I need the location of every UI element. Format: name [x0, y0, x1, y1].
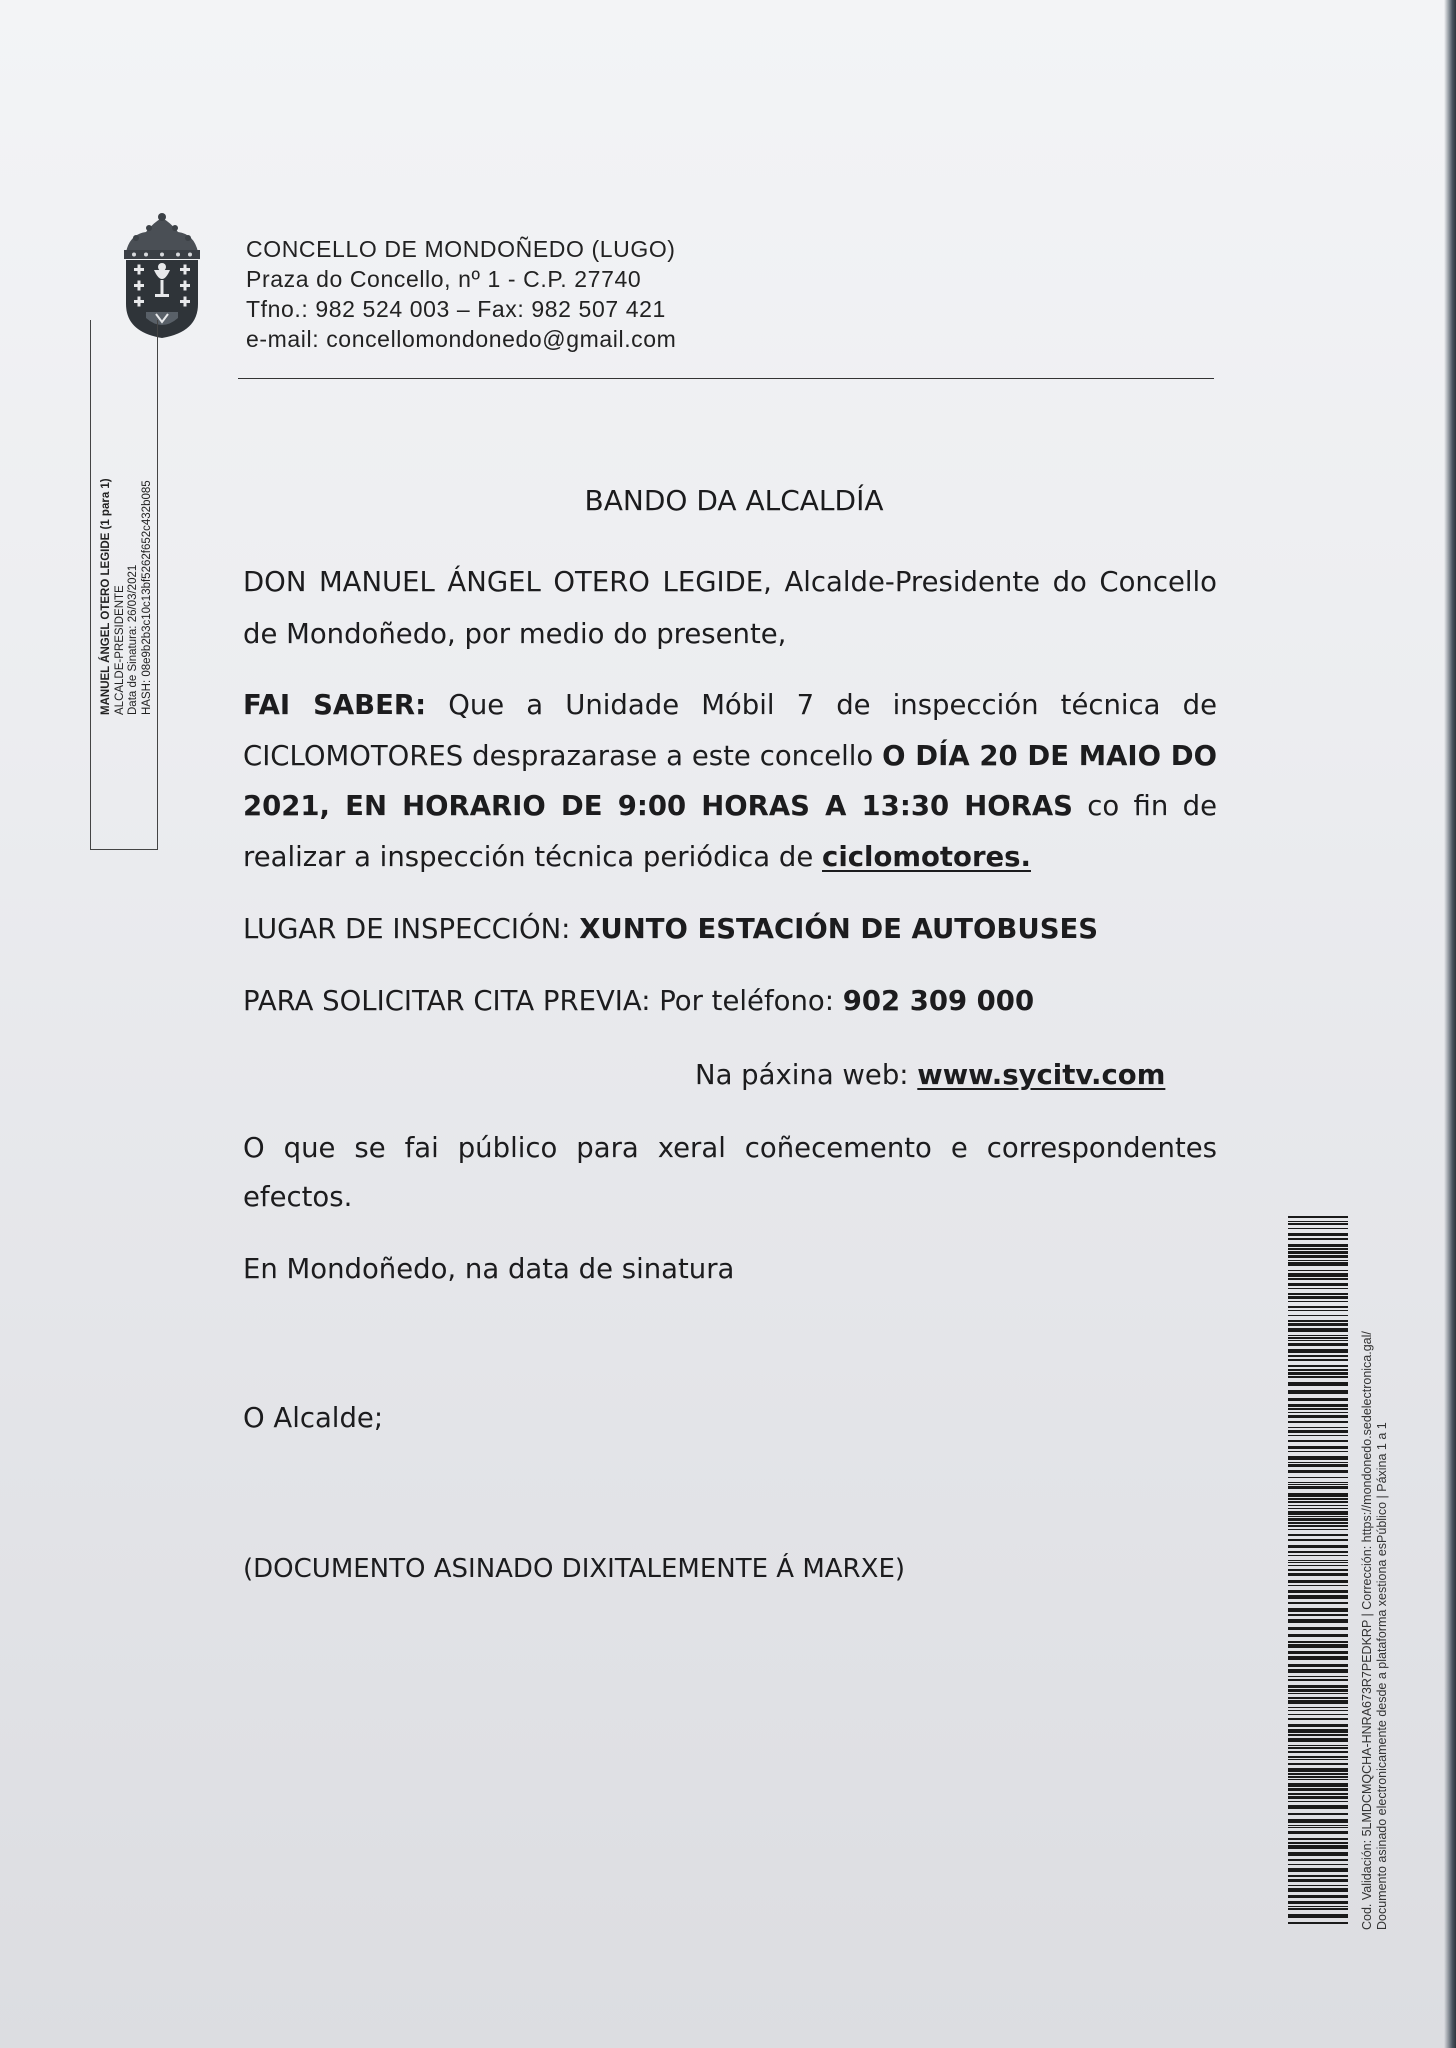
announcement-text-1: Que a Unidade Móbil 7 de inspección técnica de CICLOMOTORES desprazarase a este concello	[243, 689, 1218, 772]
barcode-bar	[1288, 1693, 1348, 1694]
page-edge-shadow	[1444, 0, 1456, 2048]
barcode-bar	[1288, 1511, 1348, 1515]
barcode-bar	[1288, 1595, 1348, 1599]
barcode-bar	[1288, 1714, 1348, 1715]
appointment-phone	[243, 976, 1217, 1026]
announcement-text-2: co fin de realizar a inspección técnica periódica de	[243, 790, 1217, 873]
announcement-date-time: O DÍA 20 DE MAIO DO 2021, EN HORARIO DE 9:00 HORAS A 13:30 HORAS	[243, 739, 1217, 822]
validation-barcode	[1288, 1216, 1348, 1928]
barcode-bar	[1288, 1783, 1348, 1787]
barcode-bar	[1288, 1451, 1348, 1452]
barcode-bar	[1288, 1310, 1348, 1311]
barcode-bar	[1288, 1518, 1348, 1521]
barcode-bar	[1288, 1278, 1348, 1280]
barcode-bar	[1288, 1718, 1348, 1720]
barcode-bar	[1288, 1315, 1348, 1316]
stamp-date: Data de Sinatura: 26/03/2021	[127, 564, 139, 715]
barcode-bar	[1288, 1852, 1348, 1856]
barcode-bar	[1288, 1729, 1348, 1733]
barcode-bar	[1288, 1813, 1348, 1815]
barcode-bar	[1288, 1430, 1348, 1433]
barcode-bar	[1288, 1233, 1348, 1236]
barcode-bar	[1288, 1482, 1348, 1483]
intro-paragraph: DON MANUEL ÁNGEL OTERO LEGIDE, Alcalde-Presidente do Concello de Mondoñedo, por medio do presente,	[243, 566, 1217, 650]
barcode-bar	[1288, 1404, 1348, 1407]
platform-note: Documento asinado electronicamente desde a plataforma xestiona esPúblico | Páxina 1 a 1	[1375, 1422, 1389, 1930]
barcode-bar	[1288, 1477, 1348, 1478]
barcode-bar	[1288, 1440, 1348, 1442]
barcode-bar	[1288, 1875, 1348, 1877]
barcode-bar	[1288, 1508, 1348, 1509]
barcode-bar	[1288, 1619, 1348, 1623]
barcode-bar	[1288, 1505, 1348, 1506]
stamp-signer: MANUEL ÁNGEL OTERO LEGIDE (1 para 1)	[100, 478, 112, 715]
barcode-bar	[1288, 1669, 1348, 1673]
barcode-bar	[1288, 1819, 1348, 1823]
closing-paragraph: O que se fai público para xeral coñecemento e correspondentes efectos.	[243, 1132, 1217, 1213]
barcode-bar	[1288, 1914, 1348, 1918]
barcode-bar	[1288, 1223, 1348, 1225]
barcode-bar	[1288, 1885, 1348, 1886]
barcode-bar	[1288, 1689, 1348, 1692]
barcode-bar	[1288, 1710, 1348, 1711]
web-label: Na páxina web:	[695, 1059, 918, 1091]
barcode-bar	[1288, 1369, 1348, 1371]
barcode-bar	[1288, 1796, 1348, 1799]
barcode-bar	[1288, 1868, 1348, 1872]
appointment-phone-number: 902 309 000	[842, 985, 1035, 1017]
barcode-bar	[1288, 1398, 1348, 1401]
barcode-bar	[1288, 1922, 1348, 1924]
header-email: e-mail: concellomondonedo@gmail.com	[246, 326, 677, 352]
barcode-bar	[1288, 1565, 1348, 1566]
barcode-bar	[1288, 1906, 1348, 1907]
barcode-bar	[1288, 1539, 1348, 1541]
barcode-bar	[1288, 1306, 1348, 1308]
web-link[interactable]: www.sycitv.com	[917, 1059, 1166, 1091]
barcode-bar	[1288, 1382, 1348, 1386]
barcode-bar	[1288, 1427, 1348, 1428]
barcode-bar	[1288, 1486, 1348, 1489]
header-divider	[238, 378, 1214, 379]
barcode-bar	[1288, 1724, 1348, 1727]
institution-header	[246, 234, 676, 354]
barcode-bar	[1288, 1340, 1348, 1341]
barcode-bar	[1288, 1901, 1348, 1904]
barcode-bar	[1288, 1634, 1348, 1637]
signer-label: O Alcalde;	[243, 1402, 384, 1434]
barcode-bar	[1288, 1359, 1348, 1361]
appointment-label: PARA SOLICITAR CITA PREVIA: Por teléfono:	[243, 985, 843, 1017]
validation-footer	[1360, 1331, 1390, 1930]
barcode-bar	[1288, 1908, 1348, 1910]
barcode-bar	[1288, 1651, 1348, 1654]
barcode-bar	[1288, 1244, 1348, 1247]
barcode-bar	[1288, 1446, 1348, 1449]
barcode-bar	[1288, 1644, 1348, 1648]
barcode-bar	[1288, 1779, 1348, 1780]
barcode-bar	[1288, 1555, 1348, 1556]
barcode-bar	[1288, 1685, 1348, 1688]
barcode-bar	[1288, 1270, 1348, 1271]
announcement-paragraph	[243, 680, 1217, 882]
barcode-bar	[1288, 1283, 1348, 1286]
barcode-bar	[1288, 1372, 1348, 1375]
barcode-bar	[1288, 1805, 1348, 1809]
barcode-bar	[1288, 1349, 1348, 1353]
barcode-bar	[1288, 1288, 1348, 1289]
barcode-bar	[1288, 1569, 1348, 1571]
inspection-location	[243, 904, 1217, 954]
document-title: BANDO DA ALCALDÍA	[584, 484, 884, 517]
barcode-bar	[1288, 1462, 1348, 1463]
barcode-bar	[1288, 1522, 1348, 1524]
barcode-bar	[1288, 1501, 1348, 1503]
barcode-bar	[1288, 1590, 1348, 1593]
barcode-bar	[1288, 1679, 1348, 1681]
barcode-bar	[1288, 1534, 1348, 1536]
fai-saber-label: FAI SABER:	[243, 689, 427, 721]
barcode-bar	[1288, 1700, 1348, 1704]
barcode-bar	[1288, 1788, 1348, 1791]
barcode-bar	[1288, 1248, 1348, 1250]
barcode-bar	[1288, 1879, 1348, 1882]
location-value: XUNTO ESTACIÓN DE AUTOBUSES	[579, 913, 1099, 945]
barcode-bar	[1288, 1697, 1348, 1699]
barcode-bar	[1288, 1864, 1348, 1865]
barcode-bar	[1288, 1301, 1348, 1302]
barcode-bar	[1288, 1355, 1348, 1357]
barcode-bar	[1288, 1320, 1348, 1322]
barcode-bar	[1288, 1376, 1348, 1378]
barcode-bar	[1288, 1859, 1348, 1861]
barcode-bar	[1288, 1751, 1348, 1753]
barcode-bar	[1288, 1676, 1348, 1677]
barcode-bar	[1288, 1251, 1348, 1254]
barcode-bar	[1288, 1562, 1348, 1563]
barcode-bar	[1288, 1390, 1348, 1394]
barcode-bar	[1288, 1768, 1348, 1772]
barcode-bar	[1288, 1845, 1348, 1849]
barcode-bar	[1288, 1776, 1348, 1778]
barcode-bar	[1288, 1763, 1348, 1765]
barcode-bar	[1288, 1738, 1348, 1742]
barcode-bar	[1288, 1323, 1348, 1326]
barcode-bar	[1288, 1262, 1348, 1266]
barcode-bar	[1288, 1343, 1348, 1346]
barcode-bar	[1288, 1484, 1348, 1485]
barcode-bar	[1288, 1293, 1348, 1295]
header-address: Praza do Concello, nº 1 - C.P. 27740	[246, 266, 642, 292]
barcode-bar	[1288, 1456, 1348, 1460]
barcode-bar	[1288, 1747, 1348, 1749]
barcode-bar	[1288, 1470, 1348, 1473]
barcode-bar	[1288, 1365, 1348, 1367]
header-name: CONCELLO DE MONDOÑEDO (LUGO)	[246, 236, 676, 262]
location-label: LUGAR DE INSPECCIÓN:	[243, 913, 580, 945]
barcode-bar	[1288, 1216, 1348, 1218]
barcode-bar	[1288, 1335, 1348, 1336]
barcode-bar	[1288, 1464, 1348, 1467]
barcode-bar	[1288, 1895, 1348, 1898]
barcode-bar	[1288, 1560, 1348, 1561]
barcode-bar	[1288, 1238, 1348, 1240]
barcode-bar	[1288, 1260, 1348, 1261]
barcode-bar	[1288, 1838, 1348, 1840]
barcode-bar	[1288, 1888, 1348, 1892]
header-phone-fax: Tfno.: 982 524 003 – Fax: 982 507 421	[246, 296, 666, 322]
barcode-bar	[1288, 1793, 1348, 1795]
validation-code: Cod. Validación: 5LMDCMQCHA-HNRA673R7PEDKRP | Corrección: https://mondonedo.sedelectronica.gal/	[1360, 1331, 1374, 1930]
stamp-hash: HASH: 08e9b2b3c10c13bf5262f652c432b085	[140, 480, 153, 715]
barcode-bar	[1288, 1580, 1348, 1583]
barcode-bar	[1288, 1273, 1348, 1277]
barcode-bar	[1288, 1415, 1348, 1418]
barcode-bar	[1288, 1664, 1348, 1667]
barcode-bar	[1288, 1745, 1348, 1746]
barcode-bar	[1288, 1516, 1348, 1517]
barcode-bar	[1288, 1627, 1348, 1630]
barcode-bar	[1288, 1551, 1348, 1553]
barcode-bar	[1288, 1656, 1348, 1660]
barcode-bar	[1288, 1337, 1348, 1339]
barcode-bar	[1288, 1412, 1348, 1413]
barcode-bar	[1288, 1734, 1348, 1736]
barcode-bar	[1288, 1221, 1348, 1222]
barcode-bar	[1288, 1525, 1348, 1527]
barcode-bar	[1288, 1421, 1348, 1423]
barcode-bar	[1288, 1328, 1348, 1332]
barcode-bar	[1288, 1493, 1348, 1497]
barcode-bar	[1288, 1408, 1348, 1410]
barcode-bar	[1288, 1801, 1348, 1802]
barcode-bar	[1288, 1545, 1348, 1548]
barcode-bar	[1288, 1842, 1348, 1844]
barcode-bar	[1288, 1498, 1348, 1500]
barcode-bar	[1288, 1228, 1348, 1229]
ciclomotores-link[interactable]: ciclomotores.	[822, 840, 1031, 873]
barcode-bar	[1288, 1831, 1348, 1834]
place-date: En Mondoñedo, na data de sinatura	[243, 1253, 735, 1285]
barcode-bar	[1288, 1529, 1348, 1530]
barcode-bar	[1288, 1614, 1348, 1616]
barcode-bar	[1288, 1573, 1348, 1576]
barcode-bar	[1288, 1827, 1348, 1828]
barcode-bar	[1288, 1255, 1348, 1258]
barcode-bar	[1288, 1759, 1348, 1760]
barcode-bar	[1288, 1602, 1348, 1604]
barcode-bar	[1288, 1825, 1348, 1826]
barcode-bar	[1288, 1296, 1348, 1299]
barcode-bar	[1288, 1641, 1348, 1643]
barcode-bar	[1288, 1585, 1348, 1586]
barcode-bar	[1288, 1608, 1348, 1612]
signed-note: (DOCUMENTO ASINADO DIXITALEMENTE Á MARXE)	[243, 1554, 906, 1584]
stamp-role: ALCALDE-PRESIDENTE	[113, 585, 126, 715]
barcode-bar	[1288, 1773, 1348, 1775]
document-title-wrap	[0, 484, 1456, 517]
barcode-bar	[1288, 1756, 1348, 1758]
barcode-bar	[1288, 1435, 1348, 1436]
barcode-bar	[1288, 1707, 1348, 1708]
